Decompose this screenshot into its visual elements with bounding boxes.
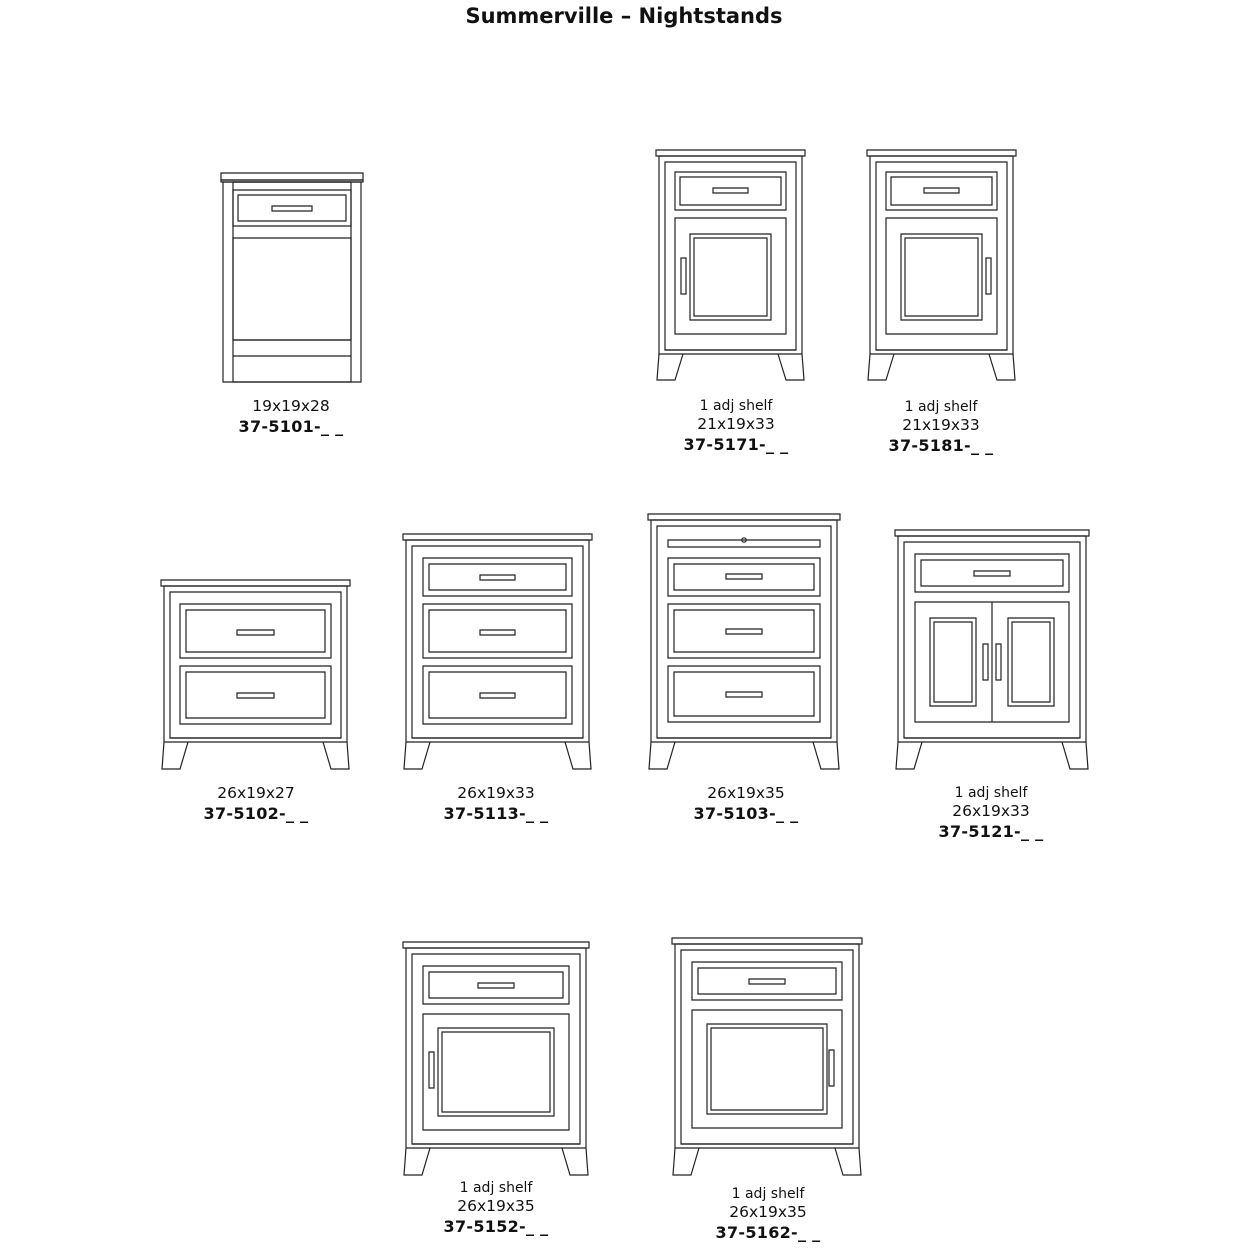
sku-label: 37-5152-_ _ — [443, 1217, 549, 1236]
sku-label: 37-5171-_ _ — [683, 435, 789, 454]
nightstand-drawing-5152 — [401, 940, 591, 1178]
page-title: Summerville – Nightstands — [465, 4, 783, 28]
dimensions-label: 21x19x33 — [697, 415, 775, 433]
dimensions-label: 19x19x28 — [252, 397, 330, 415]
shelf-note-label: 1 adj shelf — [904, 399, 978, 415]
shelf-note-label: 1 adj shelf — [731, 1186, 805, 1202]
sku-label: 37-5181-_ _ — [888, 436, 994, 455]
sku-label: 37-5103-_ _ — [693, 804, 799, 823]
nightstand-drawing-5102 — [159, 578, 352, 772]
nightstand-drawing-5121 — [893, 528, 1091, 772]
sku-label: 37-5121-_ _ — [938, 822, 1044, 841]
nightstand-drawing-5162 — [670, 936, 864, 1178]
dimensions-label: 26x19x35 — [729, 1203, 807, 1221]
nightstand-drawing-5101 — [218, 170, 368, 386]
nightstand-drawing-5113 — [401, 532, 594, 772]
dimensions-label: 26x19x35 — [457, 1197, 535, 1215]
shelf-note-label: 1 adj shelf — [954, 785, 1028, 801]
nightstand-drawing-5171 — [653, 148, 808, 384]
dimensions-label: 26x19x33 — [952, 802, 1030, 820]
shelf-note-label: 1 adj shelf — [459, 1180, 533, 1196]
nightstand-drawing-5103 — [646, 512, 842, 772]
dimensions-label: 21x19x33 — [902, 416, 980, 434]
sku-label: 37-5102-_ _ — [203, 804, 309, 823]
dimensions-label: 26x19x35 — [707, 784, 785, 802]
sku-label: 37-5162-_ _ — [715, 1223, 821, 1242]
dimensions-label: 26x19x27 — [217, 784, 295, 802]
sku-label: 37-5101-_ _ — [238, 417, 344, 436]
shelf-note-label: 1 adj shelf — [699, 398, 773, 414]
nightstand-drawing-5181 — [864, 148, 1019, 384]
sku-label: 37-5113-_ _ — [443, 804, 549, 823]
dimensions-label: 26x19x33 — [457, 784, 535, 802]
